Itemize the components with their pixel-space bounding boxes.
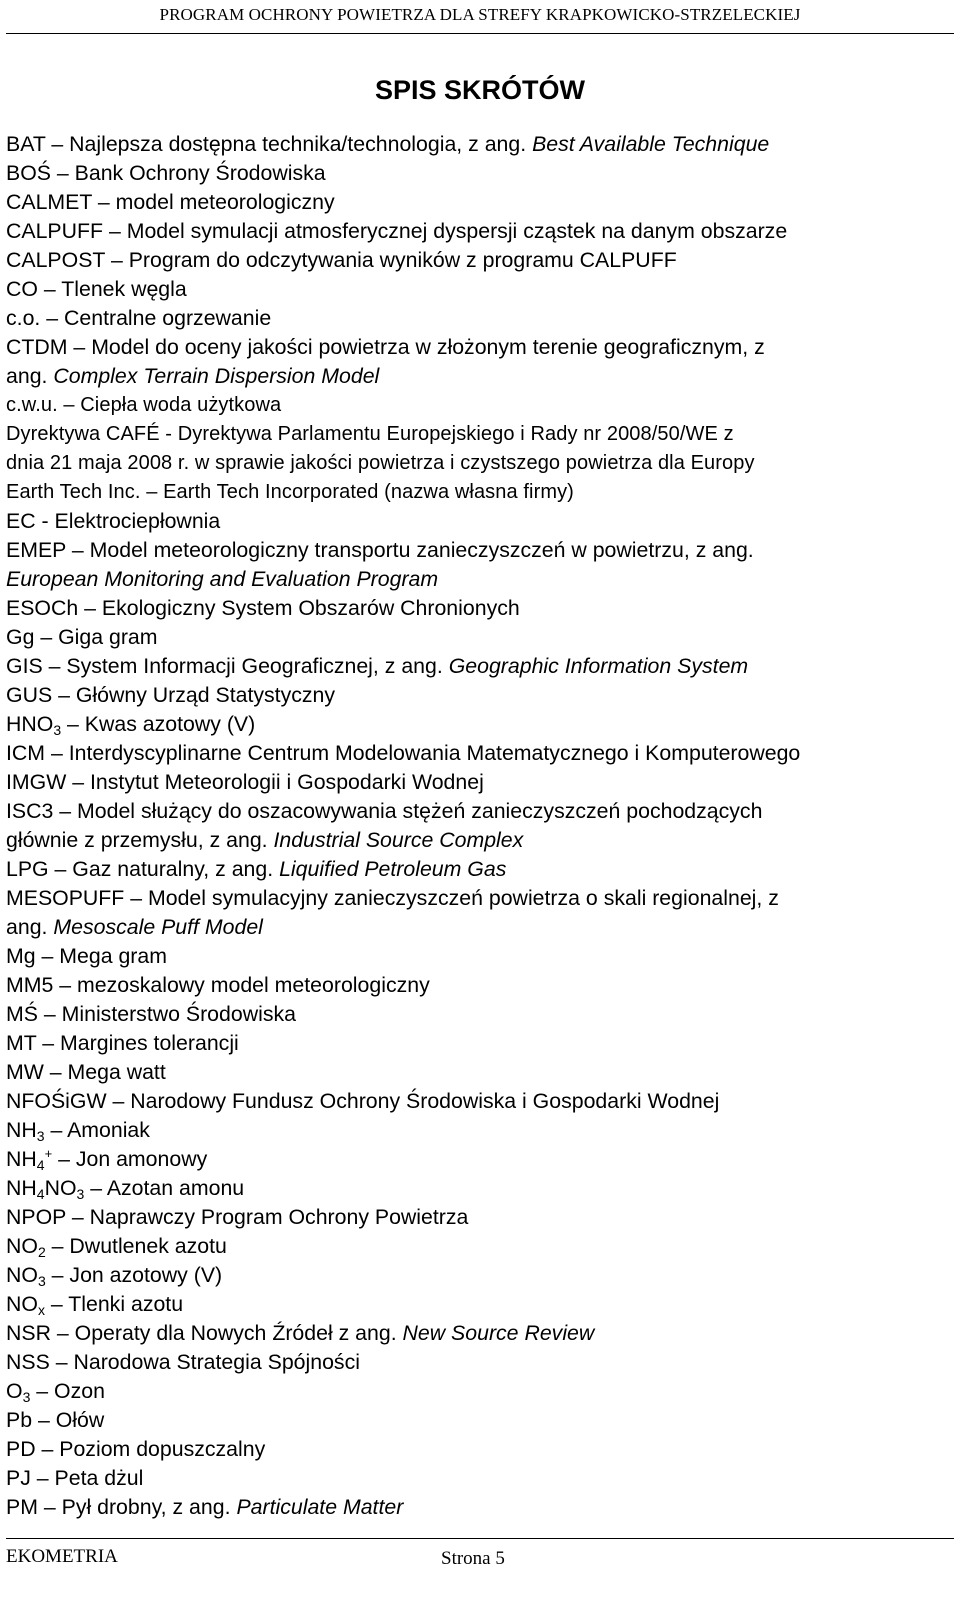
line-t: ISC3 – Model służący do oszacowywania stężeń zanieczyszczeń pochodzących	[6, 799, 763, 823]
line-pre2: NO	[44, 1176, 77, 1200]
line-pre: NH	[6, 1147, 37, 1171]
abbreviation-line	[6, 1174, 956, 1203]
footer-divider	[6, 1538, 954, 1539]
line-t: GIS – System Informacji Geograficznej, z ang.	[6, 654, 449, 678]
abbreviation-line	[6, 739, 956, 768]
abbreviation-line	[6, 565, 956, 594]
abbreviation-line	[6, 1116, 956, 1145]
line-pre: HNO	[6, 712, 54, 736]
abbreviation-line	[6, 275, 956, 304]
abbreviation-line	[6, 1029, 956, 1058]
line-t: – Amoniak	[44, 1118, 150, 1142]
line-t: Earth Tech Inc. – Earth Tech Incorporated (nazwa własna firmy)	[6, 481, 574, 503]
abbreviation-line	[6, 942, 956, 971]
line-t: – Jon amonowy	[52, 1147, 208, 1171]
abbreviation-line	[6, 652, 956, 681]
abbreviation-line	[6, 1203, 956, 1232]
line-i: Particulate Matter	[236, 1495, 404, 1519]
line-sub: x	[37, 1302, 45, 1318]
line-sup: +	[44, 1146, 53, 1161]
line-pre: NO	[6, 1292, 38, 1316]
abbreviation-line	[6, 1058, 956, 1087]
abbreviation-line	[6, 507, 956, 536]
abbreviation-line	[6, 1261, 956, 1290]
line-t: IMGW – Instytut Meteorologii i Gospodarki Wodnej	[6, 770, 484, 794]
line-i: Mesoscale Puff Model	[53, 915, 263, 939]
abbreviation-line	[6, 1377, 956, 1406]
line-t: MT – Margines tolerancji	[6, 1031, 239, 1055]
abbreviation-line	[6, 217, 956, 246]
abbreviation-line	[6, 1000, 956, 1029]
abbreviation-line	[6, 913, 956, 942]
line-t: EMEP – Model meteorologiczny transportu zanieczyszczeń w powietrzu, z ang.	[6, 538, 754, 562]
line-t: PD – Poziom dopuszczalny	[6, 1437, 266, 1461]
abbreviation-line	[6, 1493, 956, 1522]
abbreviation-line	[6, 1145, 956, 1174]
running-header: PROGRAM OCHRONY POWIETRZA DLA STREFY KRAPKOWICKO-STRZELECKIEJ	[159, 5, 801, 24]
footer-company: EKOMETRIA	[6, 1546, 118, 1567]
line-t: PJ – Peta dżul	[6, 1466, 144, 1490]
line-t: CTDM – Model do oceny jakości powietrza w złożonym terenie geograficznym, z	[6, 335, 765, 359]
abbreviation-line	[6, 478, 956, 507]
line-t: BOŚ – Bank Ochrony Środowiska	[6, 161, 326, 185]
line-t: – Azotan amonu	[84, 1176, 245, 1200]
line-t: ang.	[6, 364, 54, 388]
line-t: CALPUFF – Model symulacji atmosferycznej dyspersji cząstek na danym obszarze	[6, 219, 788, 243]
line-t: LPG – Gaz naturalny, z ang.	[6, 857, 280, 881]
abbreviation-line	[6, 681, 956, 710]
line-t: c.w.u. – Ciepła woda użytkowa	[6, 394, 282, 416]
line-sub: 3	[37, 1273, 46, 1289]
abbreviation-line	[6, 768, 956, 797]
line-i: Complex Terrain Dispersion Model	[53, 364, 380, 388]
abbreviation-line	[6, 797, 956, 826]
line-t: CALPOST – Program do odczytywania wyników z programu CALPUFF	[6, 248, 677, 272]
line-t: dnia 21 maja 2008 r. w sprawie jakości powietrza i czystszego powietrza dla Europy	[6, 452, 755, 474]
line-sub: 3	[53, 722, 62, 738]
abbreviation-line	[6, 304, 956, 333]
line-sub: 4	[36, 1157, 45, 1173]
abbreviation-line	[6, 884, 956, 913]
line-t: Gg – Giga gram	[6, 625, 158, 649]
line-t: NSS – Narodowa Strategia Spójności	[6, 1350, 360, 1374]
line-i: Industrial Source Complex	[273, 828, 524, 852]
line-i: Best Available Technique	[532, 132, 770, 156]
abbreviation-line	[6, 1087, 956, 1116]
abbreviation-line	[6, 1435, 956, 1464]
abbreviation-line	[6, 1348, 956, 1377]
line-t: BAT – Najlepsza dostępna technika/technologia, z ang.	[6, 132, 533, 156]
line-sub: 3	[22, 1389, 31, 1405]
line-i: Geographic Information System	[448, 654, 749, 678]
line-sub: 2	[37, 1244, 46, 1260]
abbreviation-line	[6, 246, 956, 275]
line-t: – Dwutlenek azotu	[45, 1234, 227, 1258]
line-t: – Jon azotowy (V)	[45, 1263, 223, 1287]
abbreviation-line	[6, 1319, 956, 1348]
line-pre: O	[6, 1379, 23, 1403]
line-t: ICM – Interdyscyplinarne Centrum Modelowania Matematycznego i Komputerowego	[6, 741, 801, 765]
line-sub2: 3	[76, 1186, 85, 1202]
abbreviation-line	[6, 391, 956, 420]
abbreviation-line	[6, 420, 956, 449]
line-t: PM – Pył drobny, z ang.	[6, 1495, 237, 1519]
line-i: Liquified Petroleum Gas	[279, 857, 507, 881]
abbreviation-line	[6, 971, 956, 1000]
line-t: – Tlenki azotu	[44, 1292, 184, 1316]
line-t: – Ozon	[30, 1379, 105, 1403]
line-t: Dyrektywa CAFÉ - Dyrektywa Parlamentu Europejskiego i Rady nr 2008/50/WE z	[6, 423, 734, 445]
line-t: NSR – Operaty dla Nowych Źródeł z ang.	[6, 1321, 403, 1345]
abbreviation-line	[6, 333, 956, 362]
line-t: ang.	[6, 915, 54, 939]
abbreviation-line	[6, 159, 956, 188]
line-t: Pb – Ołów	[6, 1408, 105, 1432]
line-i: European Monitoring and Evaluation Program	[6, 567, 439, 591]
line-t: c.o. – Centralne ogrzewanie	[6, 306, 272, 330]
line-t: EC - Elektrociepłownia	[6, 509, 221, 533]
line-pre: NO	[6, 1234, 38, 1258]
line-t: MESOPUFF – Model symulacyjny zanieczyszczeń powietrza o skali regionalnej, z	[6, 886, 779, 910]
abbreviation-line	[6, 362, 956, 391]
line-t: ESOCh – Ekologiczny System Obszarów Chronionych	[6, 596, 520, 620]
line-sub: 4	[36, 1186, 45, 1202]
line-t: CO – Tlenek węgla	[6, 277, 187, 301]
abbreviation-line	[6, 594, 956, 623]
line-pre: NO	[6, 1263, 38, 1287]
abbreviation-line	[6, 623, 956, 652]
line-t: NPOP – Naprawczy Program Ochrony Powietrza	[6, 1205, 469, 1229]
abbreviation-line	[6, 536, 956, 565]
abbreviation-line	[6, 130, 956, 159]
line-i: New Source Review	[402, 1321, 595, 1345]
abbreviation-line	[6, 449, 956, 478]
abbreviation-line	[6, 855, 956, 884]
line-t: NFOŚiGW – Narodowy Fundusz Ochrony Środowiska i Gospodarki Wodnej	[6, 1089, 720, 1113]
line-t: GUS – Główny Urząd Statystyczny	[6, 683, 336, 707]
line-pre: NH	[6, 1176, 37, 1200]
line-t: Mg – Mega gram	[6, 944, 167, 968]
line-t: MŚ – Ministerstwo Środowiska	[6, 1002, 296, 1026]
line-sub: 3	[36, 1128, 45, 1144]
abbreviation-line	[6, 1290, 956, 1319]
line-t: głównie z przemysłu, z ang.	[6, 828, 274, 852]
abbreviation-line	[6, 826, 956, 855]
abbreviation-line	[6, 188, 956, 217]
abbreviation-line	[6, 1464, 956, 1493]
abbreviation-line	[6, 1406, 956, 1435]
line-t: MW – Mega watt	[6, 1060, 166, 1084]
page-title: SPIS SKRÓTÓW	[374, 75, 585, 105]
abbreviation-line	[6, 710, 956, 739]
line-t: MM5 – mezoskalowy model meteorologiczny	[6, 973, 430, 997]
line-pre: NH	[6, 1118, 37, 1142]
line-t: CALMET – model meteorologiczny	[6, 190, 335, 214]
abbreviation-line	[6, 1232, 956, 1261]
footer-page-number: Strona 5	[441, 1548, 505, 1569]
abbreviation-list	[6, 130, 956, 1522]
line-t: – Kwas azotowy (V)	[61, 712, 256, 736]
header-divider	[6, 33, 954, 34]
